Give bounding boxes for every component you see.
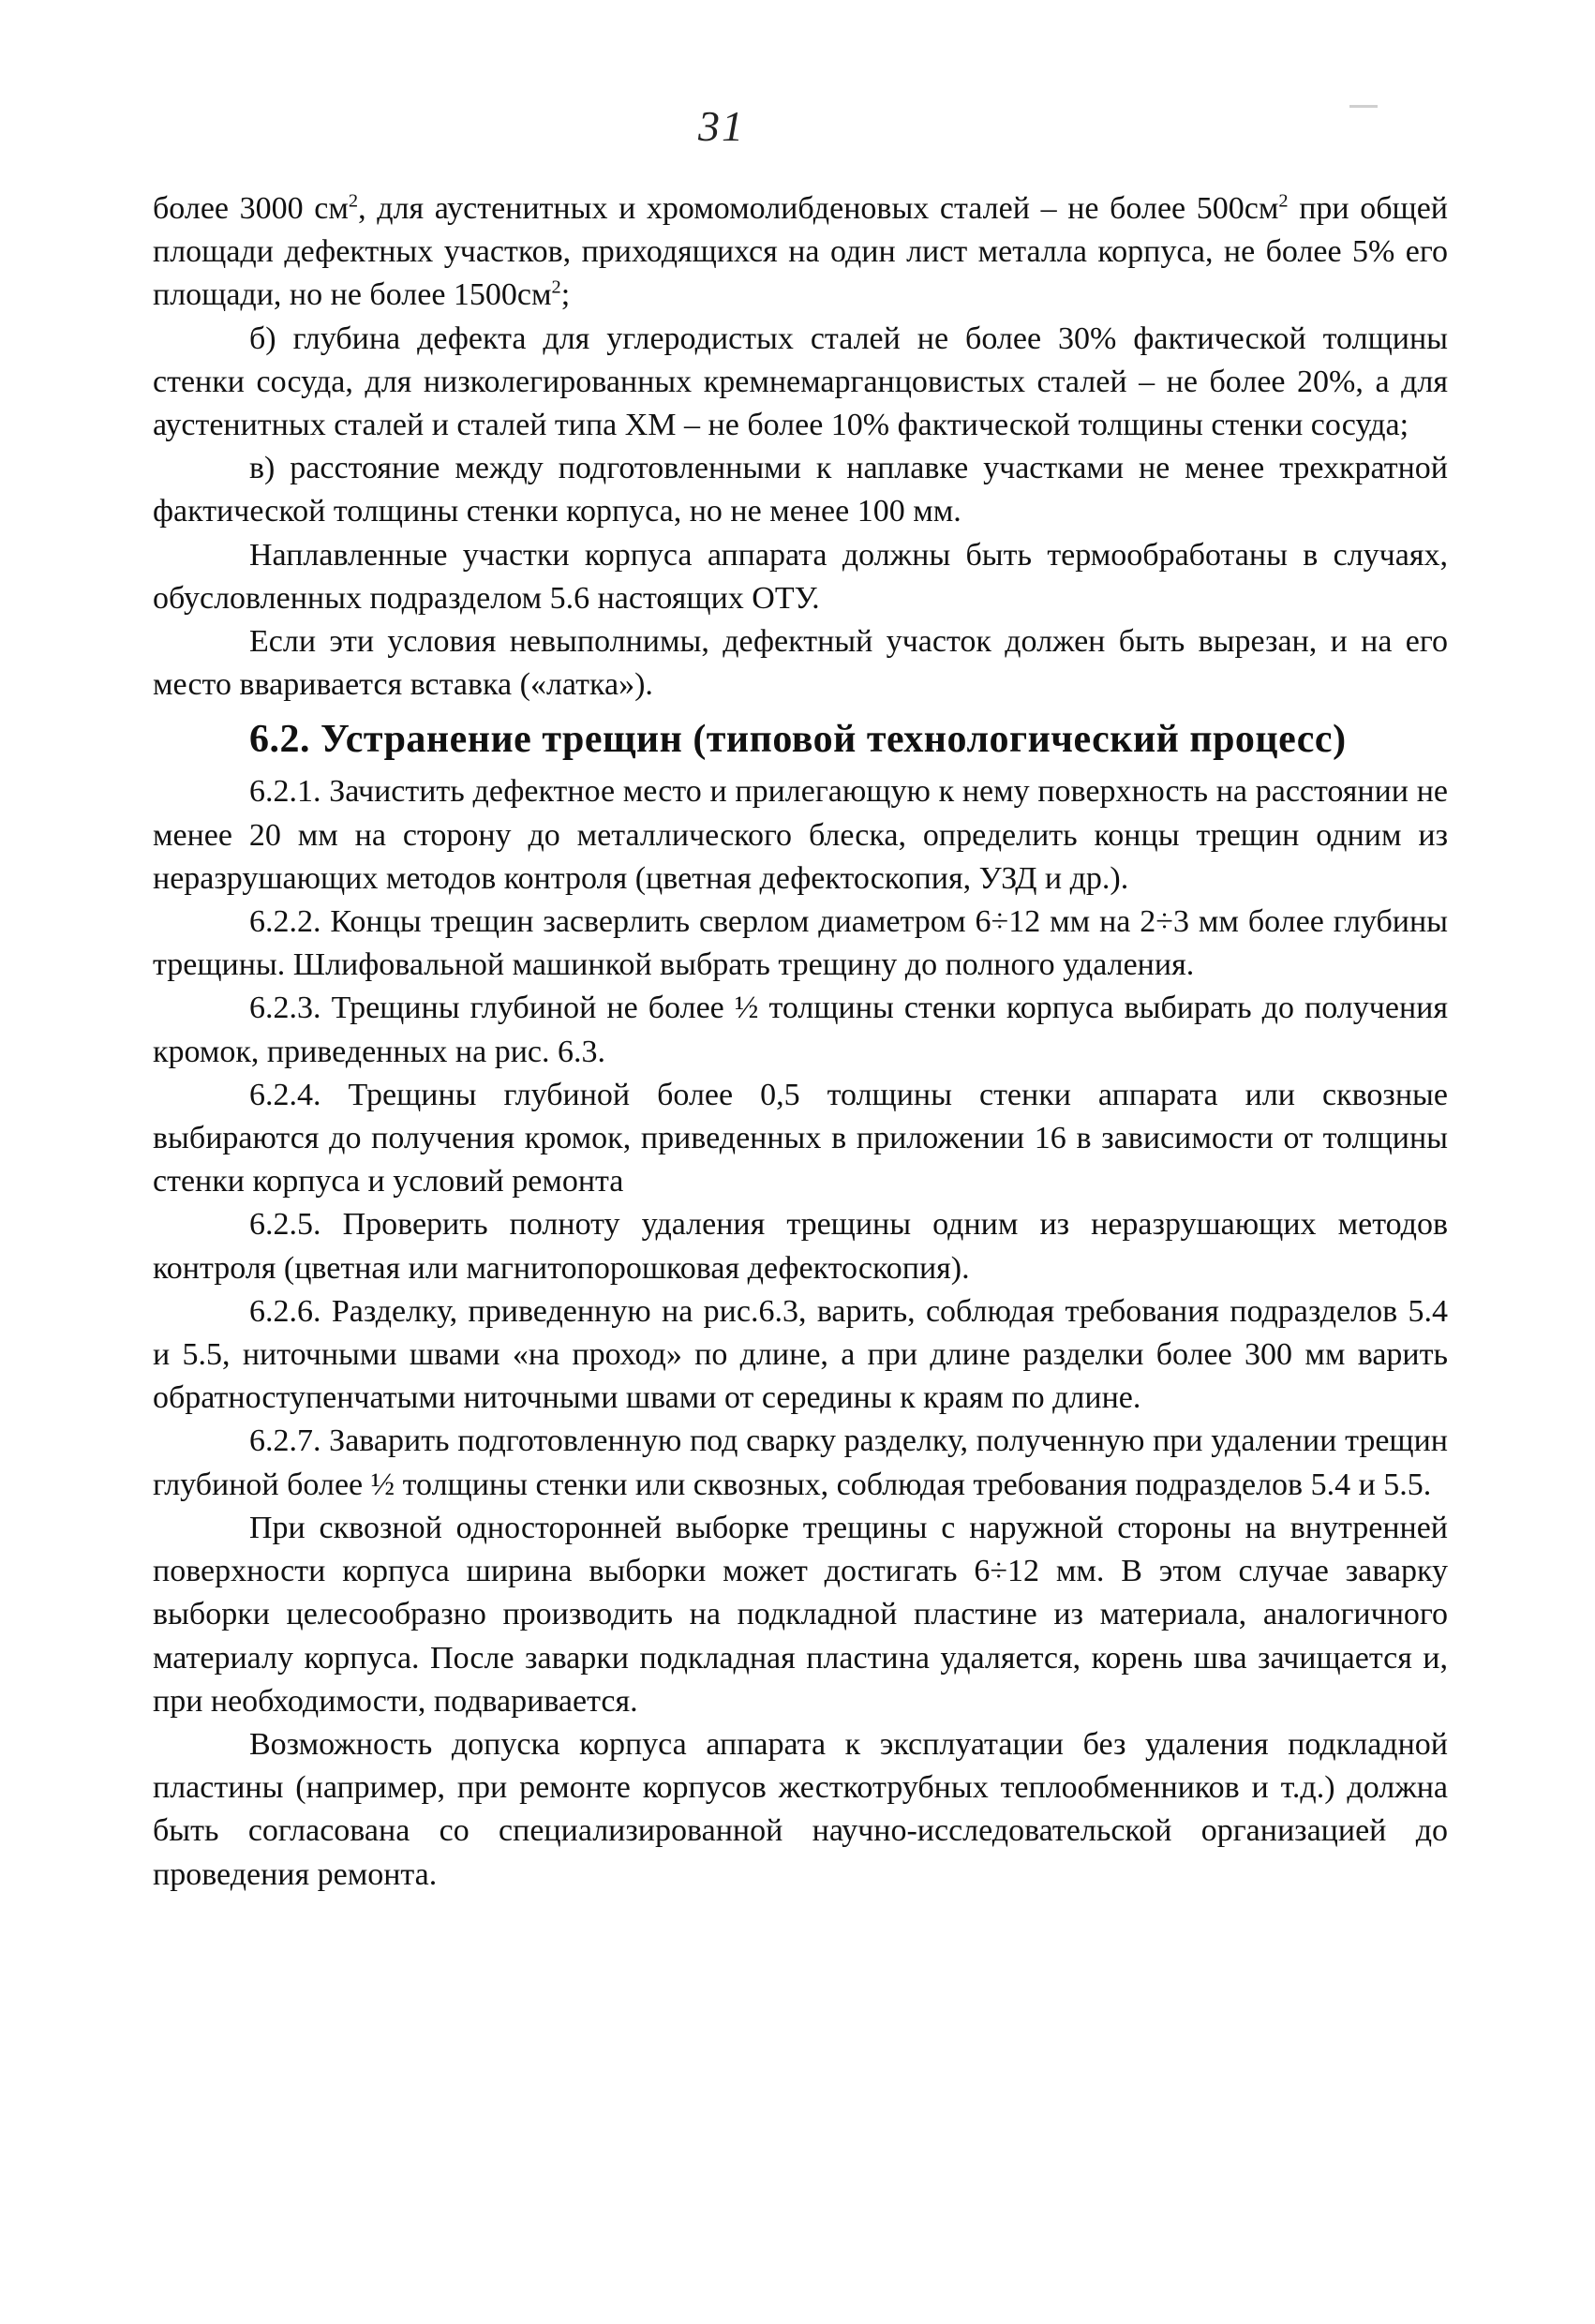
paragraph-6-2-6: 6.2.6. Разделку, приведенную на рис.6.3, варить, соблюдая требования подразделов 5.4 и 5.5, ниточными швами «на проход» по длине, а при длине разделки более 300 мм варить обратноступенчатыми ниточными швами от середины к краям по длине. bbox=[153, 1293, 1448, 1416]
superscript: 2 bbox=[348, 190, 359, 212]
text-segment: более 3000 см bbox=[153, 191, 349, 226]
section-heading: 6.2. Устранение трещин (типовой технологический процесс) bbox=[249, 718, 1347, 762]
superscript: 2 bbox=[1278, 190, 1289, 212]
text-segment: при общей площади дефектных участков, приходящихся на один лист металла корпуса, не более 5% его площади, но не более 1500см bbox=[153, 191, 1449, 313]
text-segment: ; bbox=[560, 277, 571, 313]
text-segment: , для аустенитных и хромомолибденовых сталей – не более 500см bbox=[358, 191, 1279, 226]
paragraph-6-2-3: 6.2.3. Трещины глубиной не более ½ толщины стенки корпуса выбирать до получения кромок, приведенных на рис. 6.3. bbox=[153, 991, 1448, 1069]
paragraph-6-2-2: 6.2.2. Концы трещин засверлить сверлом диаметром 6÷12 мм на 2÷3 мм более глубины трещины. Шлифовальной машинкой выбрать трещину до полного удаления. bbox=[153, 904, 1448, 983]
paragraph-backing-plate: При сквозной односторонней выборке трещины с наружной стороны на внутренней поверхности корпуса ширина выборки может достигать 6÷12 мм. В этом случае заварку выборки целесообразно производить на подкладной пластине из материала, аналогичного материалу корпуса. После заварки подкладная пластина удаляется, корень шва зачищается и, при необходимости, подваривается. bbox=[153, 1510, 1448, 1719]
paragraph-6-2-5: 6.2.5. Проверить полноту удаления трещины одним из неразрушающих методов контроля (цветная или магнитопорошковая дефектоскопия). bbox=[153, 1207, 1448, 1286]
scan-artifact bbox=[1349, 105, 1378, 108]
paragraph-distance: в) расстояние между подготовленными к наплавке участками не менее трехкратной фактической толщины стенки корпуса, но не менее 100 мм. bbox=[153, 451, 1448, 529]
paragraph-6-2-1: 6.2.1. Зачистить дефектное место и прилегающую к нему поверхность на расстоянии не менее 20 мм на сторону до металлического блеска, определить концы трещин одним из неразрушающих методов контроля (цветная дефектоскопия, УЗД и др.). bbox=[153, 774, 1448, 896]
paragraph-heat-treatment: Наплавленные участки корпуса аппарата должны быть термообработаны в случаях, обусловленных подразделом 5.6 настоящих ОТУ. bbox=[153, 537, 1448, 616]
paragraph-6-2-7: 6.2.7. Заварить подготовленную под сварку разделку, полученную при удалении трещин глубиной более ½ толщины стенки или сквозных, соблюдая требования подразделов 5.4 и 5.5. bbox=[153, 1423, 1448, 1502]
paragraph-defect-depth: б) глубина дефекта для углеродистых сталей не более 30% фактической толщины стенки сосуда, для низколегированных кремнемарганцовистых сталей – не более 20%, а для аустенитных сталей и сталей типа ХМ – не более 10% фактической толщины стенки сосуда; bbox=[153, 320, 1448, 443]
paragraph-approval: Возможность допуска корпуса аппарата к эксплуатации без удаления подкладной пластины (например, при ремонте корпусов жесткотрубных теплообменников и т.д.) должна быть согласована со специализированной научно-исследовательской организацией до проведения ремонта. bbox=[153, 1726, 1448, 1892]
superscript: 2 bbox=[551, 277, 561, 299]
paragraph-6-2-4: 6.2.4. Трещины глубиной более 0,5 толщины стенки аппарата или сквозные выбираются до получения кромок, приведенных в приложении 16 в зависимости от толщины стенки корпуса и условий ремонта bbox=[153, 1077, 1448, 1199]
paragraph-patch-insert: Если эти условия невыполнимы, дефектный участок должен быть вырезан, и на его место вваривается вставка («латка»). bbox=[153, 624, 1448, 703]
document-body bbox=[153, 187, 1448, 1897]
page-number: 31 bbox=[698, 102, 745, 150]
paragraph-area-limits bbox=[153, 187, 1448, 318]
